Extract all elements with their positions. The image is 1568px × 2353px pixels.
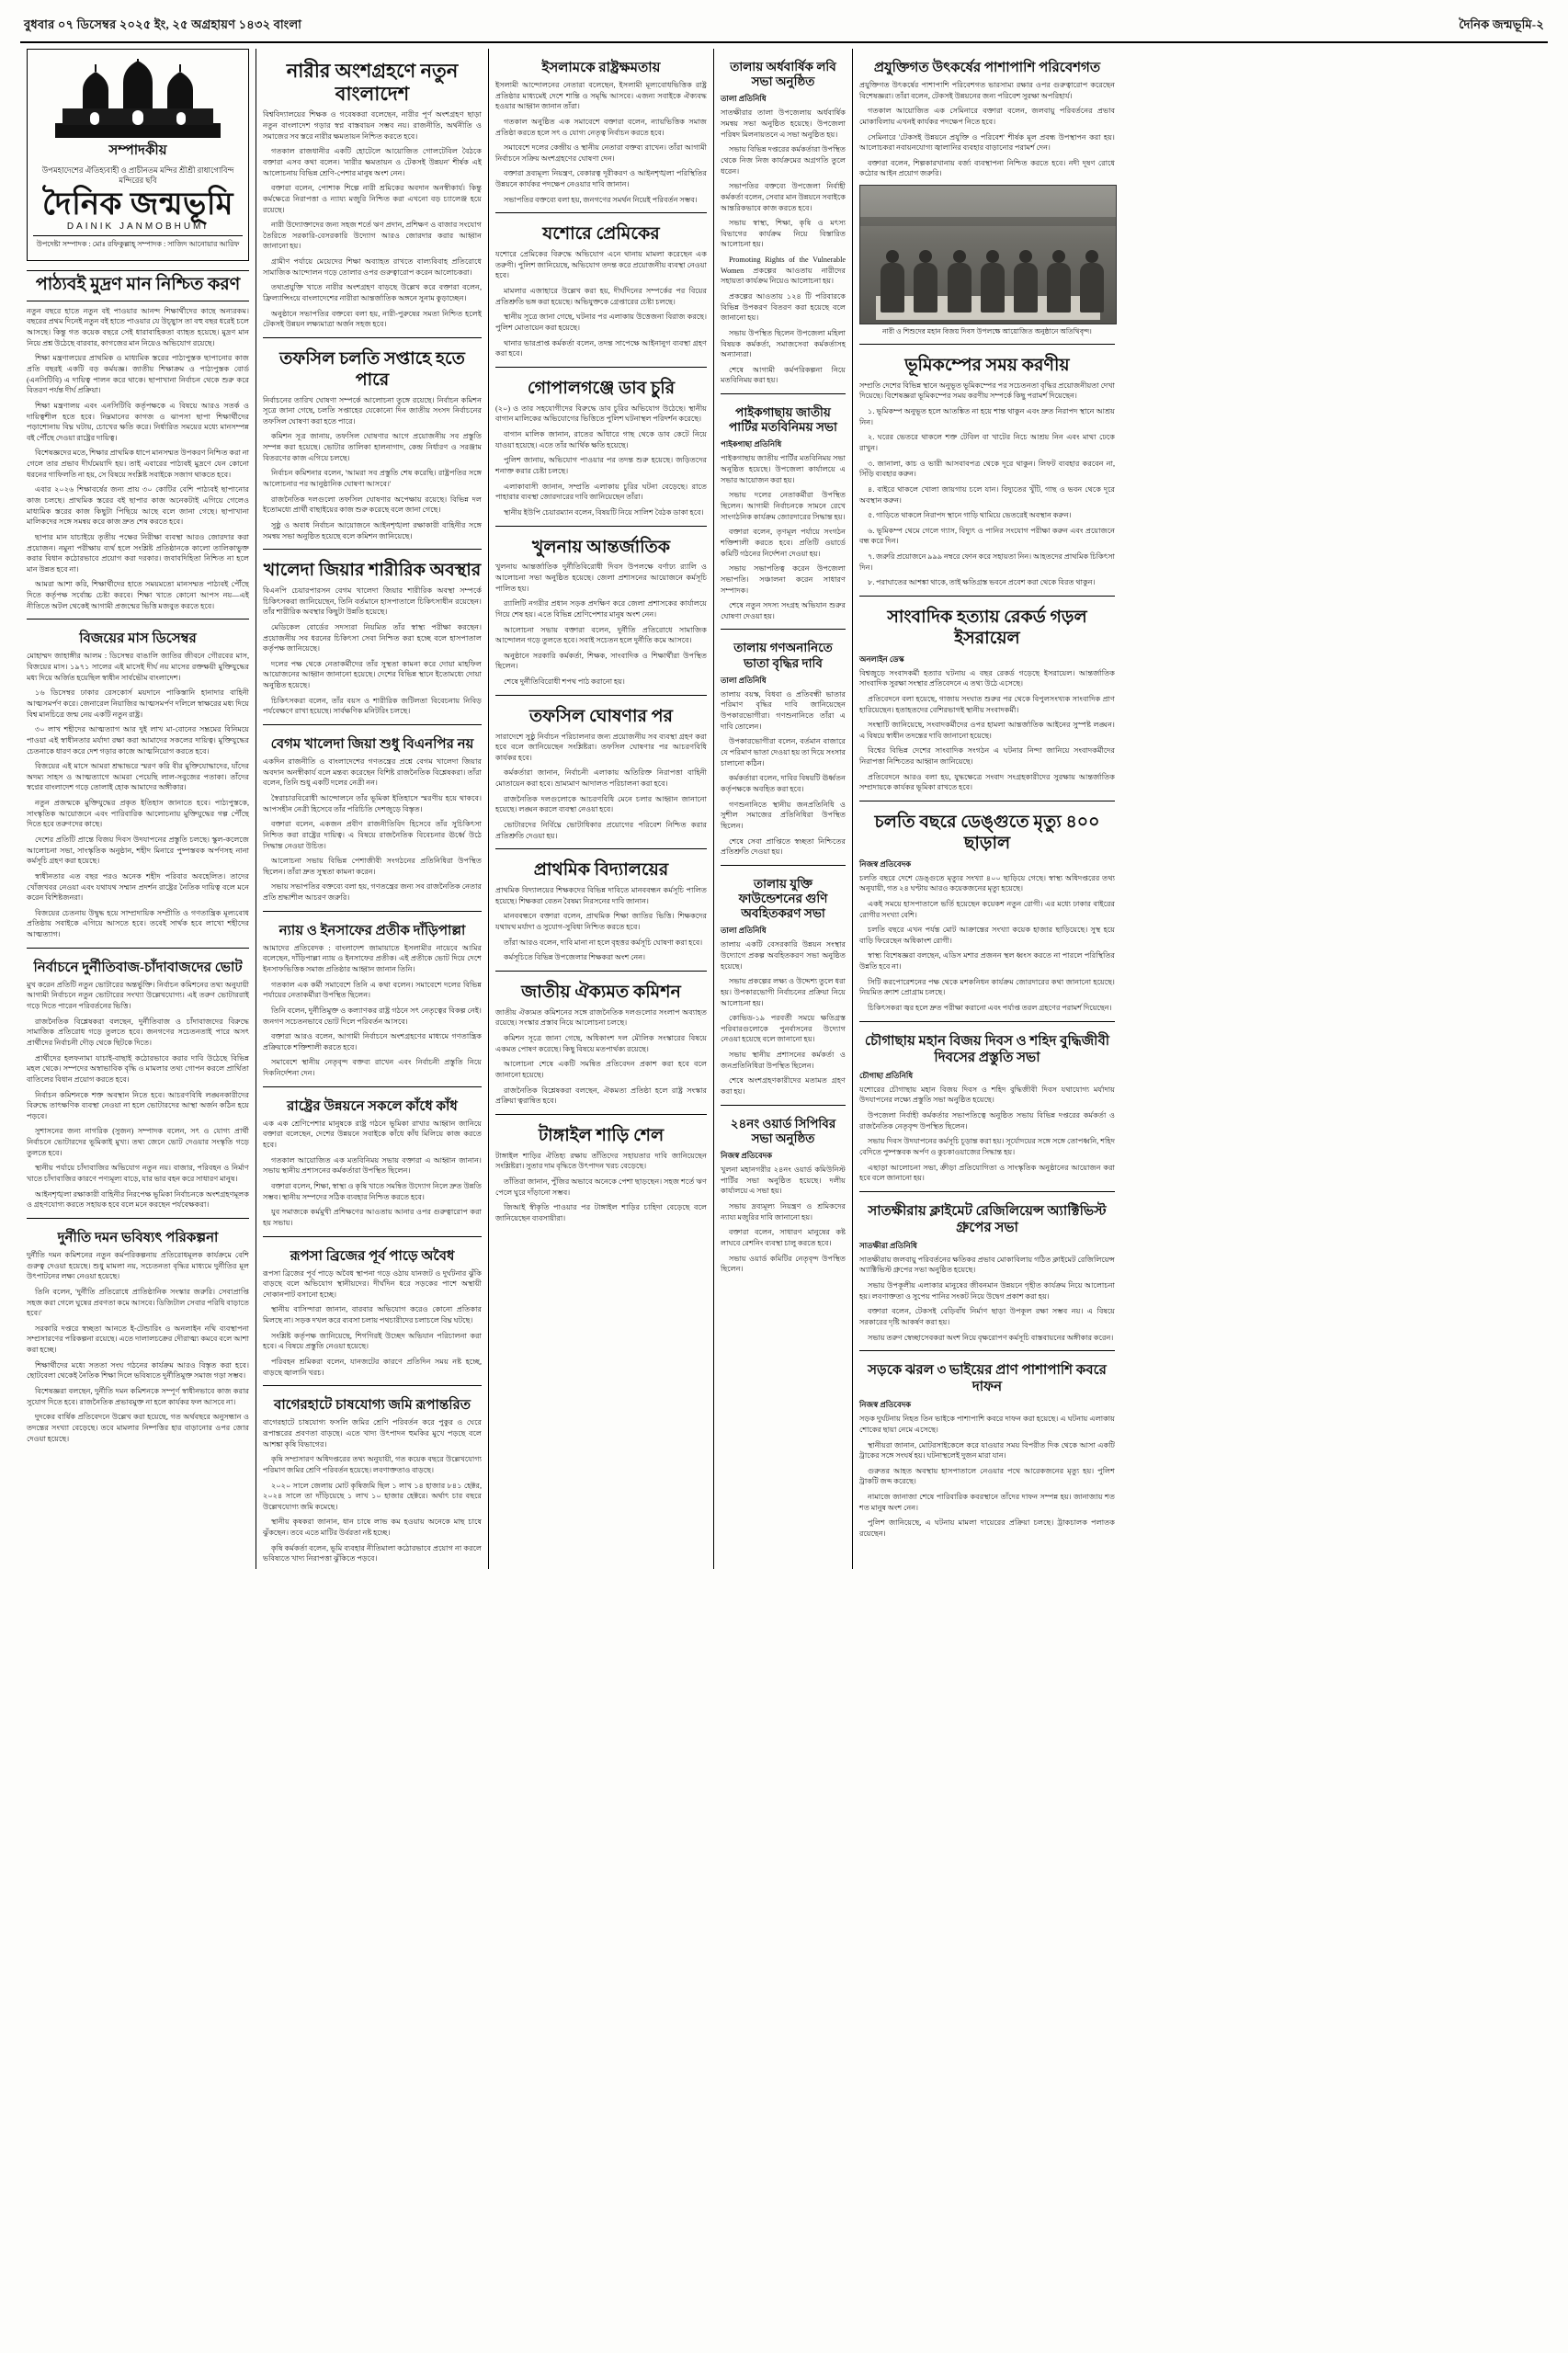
article-paragraph: সাতক্ষীরায় জলবায়ু পরিবর্তনের ক্ষতিকর প্রভাব মোকাবিলায় গঠিত ক্লাইমেট রেজিলিয়েন্স অ্যাক্টিভিস্ট গ্রুপের সভা অনুষ্ঠিত হয়েছে। xyxy=(859,1255,1115,1275)
article-paragraph: তালায় বয়স্ক, বিধবা ও প্রতিবন্ধী ভাতার পরিমাণ বৃদ্ধির দাবি জানিয়েছেন উপকারভোগীরা। গণশুনানিতে তাঁরা এ দাবি তোলেন। xyxy=(721,689,846,731)
article-paragraph: প্রতিবেদনে আরও বলা হয়, যুদ্ধক্ষেত্রে সংবাদ সংগ্রহকারীদের সুরক্ষায় আন্তর্জাতিক সম্প্রদায়কে কার্যকর ভূমিকা রাখতে হবে। xyxy=(859,772,1115,792)
article-paragraph: স্বাধীনতার এত বছর পরও অনেক শহীদ পরিবার অবহেলিত। তাদের খোঁজখবর নেওয়া এবং যথাযথ সম্মান প্রদর্শন রাষ্ট্রের নৈতিক দায়িত্ব বলে মনে করেন বিশিষ্টজনরা। xyxy=(27,871,249,903)
article-paragraph: (২০) ও তার সহযোগীদের বিরুদ্ধে ডাব চুরির অভিযোগ উঠেছে। স্থানীয় বাগান মালিকের অভিযোগের ভিত্তিতে পুলিশ ঘটনাস্থল পরিদর্শন করেছে। xyxy=(495,404,707,424)
section-divider xyxy=(721,629,846,630)
article-paragraph: ৭. জরুরি প্রয়োজনে ৯৯৯ নম্বরে ফোন করে সহায়তা নিন। আহতদের প্রাথমিক চিকিৎসা দিন। xyxy=(859,552,1115,572)
article-headline: যশোরে প্রেমিকের xyxy=(542,224,660,244)
article-byline: তালা প্রতিনিধি xyxy=(721,94,767,104)
section-divider xyxy=(859,1350,1115,1351)
masthead xyxy=(27,49,249,261)
article-paragraph: দুদকের বার্ষিক প্রতিবেদনে উল্লেখ করা হয়েছে, গত অর্থবছরে অনুসন্ধান ও তদন্তের সংখ্যা বেড়েছে। তবে মামলার নিষ্পত্তির হার বাড়ানোর ওপর জোর দেওয়া হয়েছে। xyxy=(27,1413,249,1443)
article-paragraph: এছাড়া আলোচনা সভা, ক্রীড়া প্রতিযোগিতা ও সাংস্কৃতিক অনুষ্ঠানের আয়োজন করা হবে বলে জানানো হয়। xyxy=(859,1163,1115,1183)
article-paragraph: বিশ্বের বিভিন্ন দেশের সাংবাদিক সংগঠন এ ঘটনার নিন্দা জানিয়ে সংবাদকর্মীদের নিরাপত্তা নিশ্চিতের আহ্বান জানিয়েছে। xyxy=(859,746,1115,767)
article-paragraph: কমিশন সূত্রে জানা গেছে, অধিকাংশ দল মৌলিক সংস্কারের বিষয়ে একমত পোষণ করেছে। কিছু বিষয়ে মতপার্থক্য রয়েছে। xyxy=(495,1034,707,1053)
column-1 xyxy=(20,49,256,1569)
article-byline: নিজস্ব প্রতিবেদক xyxy=(859,858,912,869)
article-paragraph: গতকাল রাজধানীর একটি হোটেলে আয়োজিত গোলটেবিল বৈঠকে বক্তারা এসব কথা বলেন। 'নারীর ক্ষমতায়ন ও টেকসই উন্নয়ন' শীর্ষক এই আলোচনায় বিভিন্ন শ্রেণি-পেশার মানুষ অংশ নেন। xyxy=(263,147,482,177)
section-divider xyxy=(495,971,707,972)
article-paragraph: রাজনৈতিক দলগুলো তফসিল ঘোষণার অপেক্ষায় রয়েছে। বিভিন্ন দল ইতোমধ্যে প্রার্থী বাছাইয়ের কাজ শুরু করেছে বলে জানা গেছে। xyxy=(263,494,482,515)
article-paragraph: ভোটারদের নির্বিঘ্নে ভোটাধিকার প্রয়োগের পরিবেশ নিশ্চিত করার প্রতিশ্রুতি দেওয়া হয়। xyxy=(495,821,707,840)
article-paragraph: সারাদেশে সুষ্ঠু নির্বাচন পরিচালনার জন্য প্রয়োজনীয় সব ব্যবস্থা গ্রহণ করা হবে বলে জানিয়েছেন সংশ্লিষ্টরা। তফসিল ঘোষণার পর আচরণবিধি কার্যকর হবে। xyxy=(495,732,707,762)
article-paragraph: ৪. বাইরে থাকলে খোলা জায়গায় চলে যান। বিদ্যুতের খুঁটি, গাছ ও ভবন থেকে দূরে অবস্থান করুন। xyxy=(859,484,1115,505)
article-headline: ন্যায় ও ইনসাফের প্রতীক দাঁড়িপাল্লা xyxy=(278,923,466,938)
article-paragraph: সভায় সভাপতিত্ব করেন উপজেলা সভাপতি। সঞ্চালনা করেন সাধারণ সম্পাদক। xyxy=(721,564,846,595)
article-paragraph: গ্রামীণ পর্যায়ে মেয়েদের শিক্ষা অব্যাহত রাখতে বাল্যবিবাহ প্রতিরোধে সামাজিক আন্দোলন গড়ে তোলার ওপর গুরুত্বারোপ করেন আলোচকরা। xyxy=(263,257,482,277)
section-divider xyxy=(495,695,707,696)
article-paragraph: আলোচনা সভায় বক্তারা বলেন, দুর্নীতি প্রতিরোধে সামাজিক আন্দোলন গড়ে তুলতে হবে। সবাই সচেতন হলে দুর্নীতি কমে আসবে। xyxy=(495,625,707,645)
article-headline: ২৪নং ওয়ার্ড সিপিবির সভা অনুষ্ঠিত xyxy=(730,1116,836,1145)
article-paragraph: সমাবেশে স্থানীয় নেতৃবৃন্দ বক্তব্য রাখেন এবং নির্বাচনী প্রস্তুতি নিয়ে দিকনির্দেশনা দেন। xyxy=(263,1058,482,1078)
article-paragraph: সিটি করপোরেশনের পক্ষ থেকে মশকনিধন কার্যক্রম জোরদারের কথা জানানো হয়েছে। নিয়মিত ক্র্যাশ প্রোগ্রাম চলছে। xyxy=(859,977,1115,997)
article-headline: রূপসা ব্রিজের পূর্ব পাড়ে অবৈধ xyxy=(290,1248,455,1264)
column-4 xyxy=(714,49,852,1569)
article-paragraph: নির্বাচনের তারিখ ঘোষণা সম্পর্কে আলোচনা তুঙ্গে রয়েছে। নির্বাচন কমিশন সূত্রে জানা গেছে, চলতি সপ্তাহের যেকোনো দিন জাতীয় সংসদ নির্বাচনের তফসিল ঘোষণা করা হতে পারে। xyxy=(263,395,482,426)
article-paragraph: কোভিড-১৯ পরবর্তী সময়ে ক্ষতিগ্রস্ত পরিবারগুলোকে পুনর্বাসনের উদ্যোগ নেওয়া হয়েছে বলে জানানো হয়। xyxy=(721,1014,846,1044)
article-paragraph: ৬. ভূমিকম্প থেমে গেলে গ্যাস, বিদ্যুৎ ও পানির সংযোগ পরীক্ষা করুন এবং প্রয়োজনে বন্ধ করে দিন। xyxy=(859,526,1115,546)
article-paragraph: আমাদের প্রতিবেদক : বাংলাদেশ জামায়াতে ইসলামীর নায়েবে আমির বলেছেন, দাঁড়িপাল্লা ন্যায় ও ইনসাফের প্রতীক। এই প্রতীকে ভোট দিয়ে দেশে ইনসাফভিত্তিক সমাজ প্রতিষ্ঠার আহ্বান জানান তিনি। xyxy=(263,943,482,973)
article-paragraph: প্রার্থীদের হলফনামা যাচাই-বাছাই কঠোরভাবে করার দাবি উঠেছে বিভিন্ন মহল থেকে। সম্পদের অস্বাভাবিক বৃদ্ধি ও মামলার তথ্য গোপন করলে প্রার্থিতা বাতিলের বিধান প্রয়োগ করতে হবে। xyxy=(27,1053,249,1084)
section-divider xyxy=(721,1105,846,1106)
section-divider xyxy=(263,724,482,725)
article-paragraph: ইসলামী আন্দোলনের নেতারা বলেছেন, ইসলামী মূল্যবোধভিত্তিক রাষ্ট্র প্রতিষ্ঠার মাধ্যমেই দেশে শান্তি ও সমৃদ্ধি আসবে। এজন্য সবাইকে ঐক্যবদ্ধ হওয়ার আহ্বান জানান তাঁরা। xyxy=(495,81,707,111)
section-divider xyxy=(859,1191,1115,1192)
article-headline: বিজয়ের মাস ডিসেম্বর xyxy=(79,631,197,647)
article-paragraph: ১. ভূমিকম্প অনুভূত হলে আতঙ্কিত না হয়ে শান্ত থাকুন এবং দ্রুত নিরাপদ স্থানে আশ্রয় নিন। xyxy=(859,407,1115,426)
section-divider xyxy=(495,1114,707,1115)
section-divider xyxy=(27,619,249,620)
article-paragraph: ৩০ লাখ শহীদের আত্মত্যাগ আর দুই লাখ মা-বোনের সম্ভ্রমের বিনিময়ে পাওয়া এই স্বাধীনতার মর্যাদা রক্ষা করা আমাদের সকলের দায়িত্ব। মুক্তিযুদ্ধের চেতনাকে ধারণ করে দেশ গড়ার কাজে আত্মনিয়োগ করতে হবে। xyxy=(27,725,249,756)
article-paragraph: তিনি বলেন, 'দুর্নীতি প্রতিরোধে প্রাতিষ্ঠানিক সংস্কার জরুরি। সেবাপ্রাপ্তি সহজ করা গেলে ঘুষের প্রবণতা কমে আসবে। ডিজিটাল সেবার পরিধি বাড়াতে হবে।' xyxy=(27,1287,249,1318)
article-paragraph: শেষে সেবা প্রাপ্তিতে স্বচ্ছতা নিশ্চিতের প্রতিশ্রুতি দেওয়া হয়। xyxy=(721,836,846,857)
article-paragraph: বিশেষজ্ঞদের মতে, শিক্ষার প্রাথমিক ধাপে মানসম্মত উপকরণ নিশ্চিত করা না গেলে তার প্রভাব দীর্ঘমেয়াদি হয়। তাই এবারের পাঠ্যবই মুদ্রণে যেন কোনো ধরনের গাফিলতি না হয়, সে বিষয়ে সংশ্লিষ্ট সবাইকে সজাগ থাকতে হবে। xyxy=(27,449,249,479)
section-divider xyxy=(859,596,1115,597)
article-headline: তালায় অর্ধবার্ষিক লবি সভা অনুষ্ঠিত xyxy=(730,60,836,89)
article-paragraph: যশোরের চৌগাছায় মহান বিজয় দিবস ও শহিদ বুদ্ধিজীবী দিবস যথাযোগ্য মর্যাদায় উদযাপনের লক্ষ্যে প্রস্তুতি সভা অনুষ্ঠিত হয়েছে। xyxy=(859,1085,1115,1105)
article-paragraph: নতুন প্রজন্মকে মুক্তিযুদ্ধের প্রকৃত ইতিহাস জানাতে হবে। পাঠ্যপুস্তকে, সাংস্কৃতিক আয়োজনে এবং পারিবারিক আলোচনায় মুক্তিযুদ্ধের গল্প পৌঁছে দিতে হবে তরুণদের কাছে। xyxy=(27,799,249,829)
article-paragraph: শিক্ষা মন্ত্রণালয়ের প্রাথমিক ও মাধ্যমিক স্তরের পাঠ্যপুস্তক ছাপানোর কাজ প্রতি বছরই একটি বড় কর্মযজ্ঞ। জাতীয় শিক্ষাক্রম ও পাঠ্যপুস্তক বোর্ড (এনসিটিবি) এ দায়িত্ব পালন করে থাকে। ছাপাখানা নির্বাচন থেকে শুরু করে বিতরণ পর্যন্ত দীর্ঘ প্রক্রিয়া। xyxy=(27,354,249,395)
section-divider xyxy=(263,1385,482,1386)
article-headline: খুলনায় আন্তর্জাতিক xyxy=(531,537,671,557)
section-divider xyxy=(27,1218,249,1219)
article-paragraph: কমিশন সূত্র জানায়, তফসিল ঘোষণার আগে প্রয়োজনীয় সব প্রস্তুতি সম্পন্ন করা হয়েছে। ভোটার তালিকা হালনাগাদ, কেন্দ্র নির্ধারণ ও সরঞ্জাম বিতরণের কাজ এগিয়ে চলছে। xyxy=(263,432,482,462)
section-divider xyxy=(495,212,707,213)
article-headline: ইসলামকে রাষ্ট্রক্ষমতায় xyxy=(541,61,661,75)
article-headline: চলতি বছরে ডেঙ্গুতে মৃত্যু ৪০০ ছাড়াল xyxy=(874,813,1100,853)
article-paragraph: ৩. জানালা, কাচ ও ভারী আসবাবপত্র থেকে দূরে থাকুন। লিফট ব্যবহার করবেন না, সিঁড়ি ব্যবহার করুন। xyxy=(859,459,1115,479)
article-headline: চৌগাছায় মহান বিজয় দিবস ও শহিদ বুদ্ধিজীবী দিবসের প্রস্তুতি সভা xyxy=(864,1033,1110,1065)
article-headline: বাগেরহাটে চাষযোগ্য জমি রূপান্তরিত xyxy=(273,1398,472,1414)
article-paragraph: বিএনপি চেয়ারপারসন বেগম খালেদা জিয়ার শারীরিক অবস্থা সম্পর্কে চিকিৎসকরা জানিয়েছেন, তিনি বর্তমানে হাসপাতালে চিকিৎসাধীন রয়েছেন। তাঁর শারীরিক অবস্থার কিছুটা উন্নতি হয়েছে। xyxy=(263,585,482,617)
article-paragraph: বক্তারা দ্রব্যমূল্য নিয়ন্ত্রণ, বেকারত্ব দূরীকরণ ও আইনশৃঙ্খলা পরিস্থিতির উন্নয়নে কার্যকর পদক্ষেপ নেওয়ার দাবি জানান। xyxy=(495,169,707,189)
article-paragraph: পুলিশ জানিয়েছে, এ ঘটনায় মামলা দায়েরের প্রক্রিয়া চলছে। ট্রাকচালক পলাতক রয়েছেন। xyxy=(859,1518,1115,1539)
section-divider xyxy=(263,549,482,550)
article-headline: দুর্নীতি দমন ভবিষ্যৎ পরিকল্পনা xyxy=(57,1230,219,1245)
article-paragraph: শেষে দুর্নীতিবিরোধী শপথ পাঠ করানো হয়। xyxy=(504,677,625,687)
temple-logo-icon xyxy=(55,59,221,138)
article-paragraph: সভাপতির বক্তব্যে বলা হয়, জনগণের সমর্থন নিয়েই পরিবর্তন সম্ভব। xyxy=(504,195,698,204)
article-paragraph: উপজেলা নির্বাহী কর্মকর্তার সভাপতিত্বে অনুষ্ঠিত সভায় বিভিন্ন দপ্তরের কর্মকর্তা ও রাজনৈতিক নেতৃবৃন্দ উপস্থিত ছিলেন। xyxy=(859,1110,1115,1131)
article-paragraph: মুখ করেন প্রতিটি নতুন ভোটারের অন্তর্ভুক্তি। নির্বাচন কমিশনের তথ্য অনুযায়ী আগামী নির্বাচনে নতুন ভোটারের সংখ্যা উল্লেখযোগ্য। এই তরুণ ভোটাররাই গড়ে দিতে পারেন পরিবর্তনের ভিত্তি। xyxy=(27,980,249,1011)
article-paragraph: সেমিনারে 'টেকসই উন্নয়নে প্রযুক্তি ও পরিবেশ' শীর্ষক মূল প্রবন্ধ উপস্থাপন করা হয়। আলোচকরা নবায়নযোগ্য জ্বালানির ব্যবহার বাড়ানোর পরামর্শ দেন। xyxy=(859,132,1115,153)
article-paragraph: সভায় সভাপতির বক্তব্যে বলা হয়, গণতন্ত্রের জন্য সব রাজনৈতিক নেতার প্রতি শ্রদ্ধাশীল আচরণ জরুরি। xyxy=(263,882,482,903)
article-paragraph: রাজনৈতিক বিশ্লেষকরা বলছেন, ঐকমত্য প্রতিষ্ঠা হলে রাষ্ট্র সংস্কার প্রক্রিয়া ত্বরান্বিত হবে। xyxy=(495,1086,707,1106)
article-paragraph: আলোচনা সভায় বিভিন্ন পেশাজীবী সংগঠনের প্রতিনিধিরা উপস্থিত ছিলেন। তাঁরা দ্রুত সুস্থতা কামনা করেন। xyxy=(263,857,482,876)
article-paragraph: সভায় ওয়ার্ড কমিটির নেতৃবৃন্দ উপস্থিত ছিলেন। xyxy=(721,1254,846,1274)
article-byline: তালা প্রতিনিধি xyxy=(721,675,767,685)
article-paragraph: গতকাল এক কর্মী সমাবেশে তিনি এ কথা বলেন। সমাবেশে দলের বিভিন্ন পর্যায়ের নেতাকর্মীরা উপস্থিত ছিলেন। xyxy=(263,980,482,1000)
article-headline: তফসিল ঘোষণার পর xyxy=(528,706,673,726)
article-headline: খালেদা জিয়ার শারীরিক অবস্থার xyxy=(263,561,482,581)
article-byline: তালা প্রতিনিধি xyxy=(721,926,767,936)
article-headline: তালায় গণঅনানিতে ভাতা বৃদ্ধির দাবি xyxy=(733,641,833,670)
article-paragraph: জিআই স্বীকৃতি পাওয়ার পর টাঙ্গাইল শাড়ির চাহিদা বেড়েছে বলে জানিয়েছেন ব্যবসায়ীরা। xyxy=(495,1203,707,1222)
article-paragraph: সভায় উপস্থিত ছিলেন উপজেলা মহিলা বিষয়ক কর্মকর্তা, সমাজসেবা কর্মকর্তাসহ অন্যান্যরা। xyxy=(721,328,846,359)
article-paragraph: বক্তারা বলেন, টেকসই বেড়িবাঁধ নির্মাণ ছাড়া উপকূল রক্ষা সম্ভব নয়। এ বিষয়ে সরকারের দৃষ্টি আকর্ষণ করা হয়। xyxy=(859,1307,1115,1326)
article-paragraph: মানববন্ধনে বক্তারা বলেন, প্রাথমিক শিক্ষা জাতির ভিত্তি। শিক্ষকদের যথাযথ মর্যাদা ও সুযোগ-সুবিধা নিশ্চিত করতে হবে। xyxy=(495,912,707,932)
article-paragraph: স্থানীয় সূত্রে জানা গেছে, ঘটনার পর এলাকায় উত্তেজনা বিরাজ করছে। পুলিশ মোতায়েন করা হয়েছে। xyxy=(495,313,707,333)
article-paragraph: উপকারভোগীরা বলেন, বর্তমান বাজারে যে পরিমাণ ভাতা দেওয়া হয় তা দিয়ে সংসার চালানো কঠিন। xyxy=(721,737,846,767)
article-paragraph: বিজয়ের চেতনায় উদ্বুদ্ধ হয়ে সাম্প্রদায়িক সম্প্রীতি ও গণতান্ত্রিক মূল্যবোধ প্রতিষ্ঠায় সবাইকে এগিয়ে আসতে হবে। তবেই সার্থক হবে লাখো শহীদের আত্মত্যাগ। xyxy=(27,908,249,939)
article-paragraph: সমাবেশে দলের কেন্দ্রীয় ও স্থানীয় নেতারা বক্তব্য রাখেন। তাঁরা আগামী নির্বাচনে সক্রিয় অংশগ্রহণের ঘোষণা দেন। xyxy=(495,143,707,163)
article-paragraph: বিজয়ের এই মাসে আমরা শ্রদ্ধাভরে স্মরণ করি বীর মুক্তিযোদ্ধাদের, যাঁদের অদম্য সাহস ও আত্মত্যাগে আমরা পেয়েছি লাল-সবুজের পতাকা। তাঁদের স্বপ্নের বাংলাদেশ গড়ে তোলাই হোক আমাদের অঙ্গীকার। xyxy=(27,762,249,792)
article-paragraph: দেশের প্রতিটি প্রান্তে বিজয় দিবস উদযাপনের প্রস্তুতি চলছে। স্কুল-কলেজে আলোচনা সভা, সাংস্কৃতিক অনুষ্ঠান, শহীদ মিনারে পুষ্পস্তবক অর্পণসহ নানা কর্মসূচি গ্রহণ করা হয়েছে। xyxy=(27,835,249,866)
article-paragraph: বক্তারা বলেন, তৃণমূল পর্যায়ে সংগঠন শক্তিশালী করতে হবে। প্রতিটি ওয়ার্ডে কমিটি গঠনের নির্দেশনা দেওয়া হয়। xyxy=(721,528,846,558)
article-paragraph: প্রযুক্তিগত উৎকর্ষের পাশাপাশি পরিবেশগত ভারসাম্য রক্ষার ওপর গুরুত্বারোপ করেছেন বিশেষজ্ঞরা। তাঁরা বলেন, টেকসই উন্নয়নের জন্য পরিবেশ সুরক্ষা অপরিহার্য। xyxy=(859,81,1115,100)
article-paragraph: থানার ভারপ্রাপ্ত কর্মকর্তা বলেন, তদন্ত সাপেক্ষে আইনানুগ ব্যবস্থা গ্রহণ করা হবে। xyxy=(495,338,707,358)
article-paragraph: বক্তারা আরও বলেন, আগামী নির্বাচনে অংশগ্রহণের মাধ্যমে গণতান্ত্রিক প্রক্রিয়াকে শক্তিশালী করতে হবে। xyxy=(263,1032,482,1051)
article-paragraph: নতুন বছরে হাতে নতুন বই পাওয়ার আনন্দ শিক্ষার্থীদের কাছে অন্যরকম। বছরের প্রথম দিনেই নতুন বই হাতে পাওয়ার যে উচ্ছ্বাস তা বহু বছর ধরেই চলে আসছে। কিন্তু গত কয়েক বছরে সেই ধারাবাহিকতা ব্যাহত হয়েছে। মুদ্রণ মান নিয়ে প্রশ্ন উঠেছে বারবার, কাগজের মান নিয়েও অভিযোগ রয়েছে। xyxy=(27,306,249,347)
article-headline: নারীর অংশগ্রহণে নতুন বাংলাদেশ xyxy=(286,60,459,106)
article-paragraph: স্থানীয় ইউপি চেয়ারম্যান বলেন, বিষয়টি নিয়ে সালিশ বৈঠক ডাকা হবে। xyxy=(504,507,704,517)
article-paragraph: গুরুতর আহত অবস্থায় হাসপাতালে নেওয়ার পথে আরেকজনের মৃত্যু হয়। পুলিশ ট্রাকটি জব্দ করেছে। xyxy=(859,1466,1115,1486)
article-paragraph: সরকারি দপ্তরে স্বচ্ছতা আনতে ই-টেন্ডারিং ও অনলাইন নথি ব্যবস্থাপনা সম্প্রসারণের পরিকল্পনা রয়েছে। এতে দালালচক্রের দৌরাত্ম্য কমবে বলে আশা করা হচ্ছে। xyxy=(27,1324,249,1355)
article-paragraph: পাইকগাছায় জাতীয় পার্টির মতবিনিময় সভা অনুষ্ঠিত হয়েছে। উপজেলা কার্যালয়ে এ সভার আয়োজন করা হয়। xyxy=(721,454,846,484)
article-paragraph: যশোরে প্রেমিকের বিরুদ্ধে অভিযোগ এনে থানায় মামলা করেছেন এক তরুণী। পুলিশ জানিয়েছে, অভিযোগ তদন্ত করে প্রয়োজনীয় ব্যবস্থা নেওয়া হবে। xyxy=(495,250,707,280)
article-headline: তফসিল চলতি সপ্তাহে হতে পারে xyxy=(279,348,465,390)
section-divider xyxy=(27,948,249,949)
article-paragraph: ৫. গাড়িতে থাকলে নিরাপদ স্থানে গাড়ি থামিয়ে ভেতরেই অবস্থান করুন। xyxy=(868,511,1072,520)
section-divider xyxy=(495,367,707,368)
article-paragraph: তিনি বলেন, দুর্নীতিমুক্ত ও কল্যাণকর রাষ্ট্র গঠনে সৎ নেতৃত্বের বিকল্প নেই। জনগণ সচেতনভাবে ভোট দিলে পরিবর্তন আসবে। xyxy=(263,1006,482,1026)
section-divider xyxy=(263,337,482,338)
article-paragraph: খুলনায় আন্তর্জাতিক দুর্নীতিবিরোধী দিবস উপলক্ষে বর্ণাঢ্য র‌্যালি ও আলোচনা সভা অনুষ্ঠিত হয়েছে। জেলা প্রশাসনের আয়োজনে কর্মসূচি পালিত হয়। xyxy=(495,563,707,593)
page-number-mark: দৈনিক জন্মভূমি-২ xyxy=(1459,17,1544,31)
article-paragraph: স্থানীয়রা জানান, মোটরসাইকেলে করে যাওয়ার সময় বিপরীত দিক থেকে আসা একটি ট্রাকের সঙ্গে সংঘর্ষ হয়। ঘটনাস্থলেই দুজন মারা যান। xyxy=(859,1440,1115,1461)
article-paragraph: স্থানীয় কৃষকরা জানান, ধান চাষে লাভ কম হওয়ায় অনেকে মাছ চাষে ঝুঁকছেন। তবে এতে মাটির উর্বরতা নষ্ট হচ্ছে। xyxy=(263,1518,482,1538)
photo-caption: নারী ও শিশুদের মহান বিজয় দিবস উপলক্ষে আয়োজিত অনুষ্ঠানে অতিথিবৃন্দ। xyxy=(882,327,1092,336)
article-headline: প্রাথমিক বিদ্যালয়ের xyxy=(533,860,669,881)
article-paragraph: সম্প্রতি দেশের বিভিন্ন স্থানে অনুভূত ভূমিকম্পের পর সচেতনতা বৃদ্ধির প্রয়োজনীয়তা দেখা দিয়েছে। বিশেষজ্ঞরা ভূমিকম্পের সময় করণীয় সম্পর্কে কিছু পরামর্শ দিয়েছেন। xyxy=(859,381,1115,401)
article-paragraph: একই সময়ে হাসপাতালে ভর্তি হয়েছেন কয়েকশ নতুন রোগী। এর মধ্যে ঢাকার বাইরের রোগীর সংখ্যা বেশি। xyxy=(859,899,1115,919)
article-paragraph: বক্তারা বলেন, শিক্ষা, স্বাস্থ্য ও কৃষি খাতে সমন্বিত উদ্যোগ নিলে দ্রুত উন্নতি সম্ভব। স্থানীয় সম্পদের সঠিক ব্যবহার নিশ্চিত করতে হবে। xyxy=(263,1181,482,1201)
article-paragraph: একদিন রাজনীতি ও বাংলাদেশের গণতন্ত্রের প্রশ্নে বেগম খালেদা জিয়ার অবদান অনস্বীকার্য বলে মন্তব্য করেছেন বিশিষ্ট রাজনৈতিক বিশ্লেষকরা। তাঁরা বলেন, তিনি শুধু একটি দলের নেত্রী নন। xyxy=(263,757,482,788)
column-3 xyxy=(489,49,713,1569)
newspaper-title-roman: DAINIK JANMOBHUMI xyxy=(66,221,210,232)
article-paragraph: সংস্থাটি জানিয়েছে, সংবাদকর্মীদের ওপর হামলা আন্তর্জাতিক আইনের সুস্পষ্ট লঙ্ঘন। এ বিষয়ে স্বাধীন তদন্তের দাবি জানানো হয়েছে। xyxy=(859,721,1115,740)
article-paragraph: আইনশৃঙ্খলা রক্ষাকারী বাহিনীর নিরপেক্ষ ভূমিকা নির্বাচনকে অংশগ্রহণমূলক ও গ্রহণযোগ্য করতে সহায়ক হবে বলে মনে করছেন পর্যবেক্ষকরা। xyxy=(27,1189,249,1210)
section-divider xyxy=(495,526,707,527)
publication-date: বুধবার ০৭ ডিসেম্বর ২০২৫ ইং, ২৫ অগ্রহায়ণ ১৪৩২ বাংলা xyxy=(24,17,302,31)
article-byline: নিজস্ব প্রতিবেদক xyxy=(859,1400,912,1410)
article-paragraph: অনুষ্ঠানে সভাপতির বক্তব্যে বলা হয়, নারী-পুরুষের সমতা নিশ্চিত হলেই টেকসই উন্নয়ন লক্ষ্যমাত্রা অর্জন সহজ হবে। xyxy=(263,309,482,329)
article-paragraph: তথ্যপ্রযুক্তি খাতে নারীর অংশগ্রহণ বাড়ছে উল্লেখ করে বক্তারা বলেন, ফ্রিল্যান্সিংয়ে বাংলাদেশের নারীরা আন্তর্জাতিক অঙ্গনে সুনাম কুড়াচ্ছেন। xyxy=(263,283,482,302)
article-paragraph: সুশাসনের জন্য নাগরিক (সুজন) সম্পাদক বলেন, সৎ ও যোগ্য প্রার্থী নির্বাচনে ভোটারদের ভূমিকাই মুখ্য। তথ্য জেনে ভোট দেওয়ার সংস্কৃতি গড়ে তুলতে হবে। xyxy=(27,1127,249,1157)
article-paragraph: বক্তারা বলেন, একজন প্রবীণ রাজনীতিবিদ হিসেবে তাঁর সুচিকিৎসা নিশ্চিত করা রাষ্ট্রের দায়িত্ব। এ বিষয়ে রাজনৈতিক বিবেচনার ঊর্ধ্বে উঠে সিদ্ধান্ত নেওয়া উচিত। xyxy=(263,820,482,850)
article-paragraph: রাজনৈতিক দলগুলোকে আচরণবিধি মেনে চলার আহ্বান জানানো হয়েছে। লঙ্ঘন করলে ব্যবস্থা নেওয়া হবে। xyxy=(495,794,707,814)
article-paragraph: এক এক শ্রেণিপেশার মানুষকে রাষ্ট্র গঠনে ভূমিকা রাখার আহ্বান জানিয়ে বক্তারা বলেছেন, দেশের উন্নয়নে সবাইকে কাঁধে কাঁধ মিলিয়ে কাজ করতে হবে। xyxy=(263,1119,482,1150)
article-paragraph: তাঁরা আরও বলেন, দাবি মানা না হলে বৃহত্তর কর্মসূচি ঘোষণা করা হবে। xyxy=(504,938,703,947)
article-paragraph: ১৬ ডিসেম্বর ঢাকার রেসকোর্স ময়দানে পাকিস্তানি হানাদার বাহিনী আত্মসমর্পণ করে। জেনারেল নিয়াজির আত্মসমর্পণ দলিলে স্বাক্ষরের মধ্য দিয়ে বিশ্ব মানচিত্রে জন্ম নেয় একটি নতুন রাষ্ট্র। xyxy=(27,688,249,719)
article-paragraph: মোহাম্মদ জাহাঙ্গীর আলম : ডিসেম্বর বাঙালি জাতির জীবনে গৌরবের মাস, বিজয়ের মাস। ১৯৭১ সালের এই মাসেই দীর্ঘ নয় মাসের রক্তক্ষয়ী মুক্তিযুদ্ধের মধ্য দিয়ে অর্জিত হয়েছিল স্বাধীন সার্বভৌম বাংলাদেশ। xyxy=(27,652,249,682)
article-byline: নিজস্ব প্রতিবেদক xyxy=(721,1151,773,1161)
article-paragraph: সভায় দিবস উদযাপনের কর্মসূচি চূড়ান্ত করা হয়। সূর্যোদয়ের সঙ্গে সঙ্গে তোপধ্বনি, শহিদ বেদিতে পুষ্পস্তবক অর্পণ ও কুচকাওয়াজের সিদ্ধান্ত হয়। xyxy=(859,1137,1115,1156)
article-headline: জাতীয় ঐক্যমত কমিশন xyxy=(521,982,681,1002)
article-paragraph: মেডিকেল বোর্ডের সদস্যরা নিয়মিত তাঁর স্বাস্থ্য পরীক্ষা করছেন। প্রয়োজনীয় সব ধরনের চিকিৎসা সেবা নিশ্চিত করা হচ্ছে বলে হাসপাতাল কর্তৃপক্ষ জানিয়েছে। xyxy=(263,622,482,654)
article-paragraph: বক্তারা বলেন, পোশাক শিল্পে নারী শ্রমিকের অবদান অনস্বীকার্য। কিন্তু কর্মক্ষেত্রে নিরাপত্তা ও ন্যায্য মজুরি নিশ্চিত করা এখনো বড় চ্যালেঞ্জ হয়ে রয়েছে। xyxy=(263,184,482,214)
article-headline: নির্বাচনে দুর্নীতিবাজ-চাঁদাবাজদের ভোট xyxy=(33,960,243,975)
masthead-subtitle: উপমহাদেশের ঐতিহ্যবাহী ও প্রাচীনতম মন্দির শ্রীশ্রী রাধাগোবিন্দ মন্দিরের ছবি xyxy=(41,165,234,185)
article-paragraph: চলতি বছরে দেশে ডেঙ্গুতে মৃত্যুর সংখ্যা ৪০০ ছাড়িয়ে গেছে। স্বাস্থ্য অধিদপ্তরের তথ্য অনুযায়ী, গত ২৪ ঘণ্টায় আরও কয়েকজনের মৃত্যু হয়েছে। xyxy=(859,873,1115,893)
section-divider xyxy=(859,1021,1115,1022)
article-paragraph: শেষে আগামী কর্মপরিকল্পনা নিয়ে মতবিনিময় করা হয়। xyxy=(721,365,846,385)
article-headline: সড়কে ঝরল ৩ ভাইয়ের প্রাণ পাশাপাশি কবরে দাফন xyxy=(868,1363,1107,1395)
article-paragraph: স্বাস্থ্য বিশেষজ্ঞরা বলছেন, এডিস মশার প্রজনন স্থল ধ্বংস করতে না পারলে পরিস্থিতির উন্নতি হবে না। xyxy=(859,951,1115,972)
article-paragraph: সড়ক দুর্ঘটনায় নিহত তিন ভাইকে পাশাপাশি কবরে দাফন করা হয়েছে। এ ঘটনায় এলাকায় শোকের ছায়া নেমে এসেছে। xyxy=(859,1415,1115,1434)
article-paragraph: গণশুনানিতে স্থানীয় জনপ্রতিনিধি ও সুশীল সমাজের প্রতিনিধিরা উপস্থিত ছিলেন। xyxy=(721,800,846,830)
section-divider xyxy=(495,848,707,849)
article-paragraph: বাগেরহাটে চাষযোগ্য ফসলি জমির শ্রেণি পরিবর্তন করে পুকুর ও ঘেরে রূপান্তরের প্রবণতা বাড়ছে। এতে খাদ্য উৎপাদন হুমকির মুখে পড়ছে বলে আশঙ্কা কৃষি বিভাগের। xyxy=(263,1418,482,1449)
article-paragraph: খুলনা মহানগরীর ২৪নং ওয়ার্ড কমিউনিস্ট পার্টির সভা অনুষ্ঠিত হয়েছে। দলীয় কার্যালয়ে এ সভা হয়। xyxy=(721,1165,846,1196)
news-photo xyxy=(859,185,1117,324)
article-paragraph: র‌্যালিটি নগরীর প্রধান সড়ক প্রদক্ষিণ করে জেলা প্রশাসকের কার্যালয়ে গিয়ে শেষ হয়। এতে বিভিন্ন শ্রেণিপেশার মানুষ অংশ নেন। xyxy=(495,599,707,619)
masthead-credits: উপদেষ্টা সম্পাদক : মোঃ রফিকুল্লাহ্‌ সম্পাদক : সাজিদ আনোয়ার আরিফ xyxy=(33,235,243,251)
article-paragraph: সভায় স্বাস্থ্য, শিক্ষা, কৃষি ও মৎস্য বিভাগের কার্যক্রম নিয়ে বিস্তারিত আলোচনা হয়। xyxy=(721,219,846,249)
article-paragraph: গতকাল আয়োজিত এক সেমিনারে বক্তারা বলেন, জলবায়ু পরিবর্তনের প্রভাব মোকাবিলায় এখনই কার্যকর পদক্ষেপ নিতে হবে। xyxy=(859,107,1115,126)
article-paragraph: চলতি বছরে এখন পর্যন্ত মোট আক্রান্তের সংখ্যা কয়েক হাজার ছাড়িয়েছে। সুস্থ হয়ে বাড়ি ফিরেছেন অধিকাংশ রোগী। xyxy=(859,926,1115,945)
article-paragraph: স্থানীয় বাসিন্দারা জানান, বারবার অভিযোগ করেও কোনো প্রতিকার মিলছে না। সড়ক দখল করে ব্যবসা চলায় পথচারীদের চলাচলে বিঘ্ন ঘটছে। xyxy=(263,1305,482,1325)
section-divider xyxy=(859,344,1115,345)
article-paragraph: নামাজে জানাজা শেষে পারিবারিক কবরস্থানে তাঁদের দাফন সম্পন্ন হয়। জানাজায় শত শত মানুষ অংশ নেন। xyxy=(859,1493,1115,1512)
article-paragraph: ৮. পরাঘাতের আশঙ্কা থাকে, তাই ক্ষতিগ্রস্ত ভবনে প্রবেশ করা থেকে বিরত থাকুন। xyxy=(868,578,1096,587)
column-2 xyxy=(256,49,488,1569)
article-paragraph: বিশ্বজুড়ে সংবাদকর্মী হত্যার ঘটনায় এ বছর রেকর্ড গড়েছে ইসরায়েল। আন্তর্জাতিক সাংবাদিক সুরক্ষা সংস্থার প্রতিবেদনে এ তথ্য উঠে এসেছে। xyxy=(859,668,1115,688)
article-paragraph: এবার ২০২৬ শিক্ষাবর্ষের জন্য প্রায় ৩০ কোটির বেশি পাঠ্যবই ছাপানোর কাজ চলছে। প্রাথমিক স্তরের বই ছাপার কাজ অনেকটাই এগিয়ে গেলেও মাধ্যমিক স্তরের কাজ কিছুটা পিছিয়ে আছে বলে জানা গেছে। ছাপাখানা মালিকদের সঙ্গে সমন্বয় করে কাজ দ্রুত শেষ করতে হবে। xyxy=(27,485,249,527)
article-headline: পাইকগাছায় জাতীয় পার্টির মতবিনিময় সভা xyxy=(729,405,837,435)
article-paragraph: দুর্নীতি দমন কমিশনের নতুন কর্মপরিকল্পনায় প্রতিরোধমূলক কার্যক্রমে বেশি গুরুত্ব দেওয়া হয়েছে। শুধু মামলা নয়, সচেতনতা বৃদ্ধির মাধ্যমে দুর্নীতির মূল উৎপাটনের লক্ষ্য নেওয়া হয়েছে। xyxy=(27,1250,249,1281)
article-paragraph: পুলিশ জানায়, অভিযোগ পাওয়ার পর তদন্ত শুরু হয়েছে। জড়িতদের শনাক্ত করার চেষ্টা চলছে। xyxy=(495,456,707,475)
article-paragraph: যুব সমাজকে কর্মমুখী প্রশিক্ষণের আওতায় আনার ওপর গুরুত্বারোপ করা হয় সভায়। xyxy=(263,1208,482,1227)
article-paragraph: কৃষি সম্প্রসারণ অধিদপ্তরের তথ্য অনুযায়ী, গত কয়েক বছরে উল্লেখযোগ্য পরিমাণ জমির শ্রেণি পরিবর্তন হয়েছে। লবণাক্ততাও বাড়ছে। xyxy=(263,1455,482,1474)
article-paragraph: বক্তারা বলেন, শিল্পকারখানায় বর্জ্য ব্যবস্থাপনা নিশ্চিত করতে হবে। নদী দূষণ রোধে কঠোর আইন প্রয়োগ জরুরি। xyxy=(859,158,1115,178)
article-paragraph: কর্মকর্তারা বলেন, দাবির বিষয়টি ঊর্ধ্বতন কর্তৃপক্ষকে অবহিত করা হবে। xyxy=(721,774,846,793)
article-paragraph: প্রকল্পের আওতায় ১২৪ টি পরিবারকে বিভিন্ন উপকরণ বিতরণ করা হয়েছে বলে জানানো হয়। xyxy=(721,291,846,323)
article-paragraph: নির্বাচন কমিশনার বলেন, 'আমরা সব প্রস্তুতি শেষ করেছি। রাষ্ট্রপতির সঙ্গে আলোচনার পর আনুষ্ঠানিক ঘোষণা আসবে।' xyxy=(263,469,482,488)
article-paragraph: টাঙ্গাইল শাড়ির ঐতিহ্য রক্ষায় তাঁতিদের সহায়তার দাবি জানিয়েছেন সংশ্লিষ্টরা। সুতার দাম বৃদ্ধিতে উৎপাদন খরচ বেড়েছে। xyxy=(495,1151,707,1171)
article-paragraph: সভায় দলের নেতাকর্মীরা উপস্থিত ছিলেন। আগামী নির্বাচনকে সামনে রেখে সাংগঠনিক কার্যক্রম জোরদারের সিদ্ধান্ত হয়। xyxy=(721,491,846,521)
section-divider xyxy=(263,1236,482,1237)
article-paragraph: বিশ্ববিদ্যালয়ের শিক্ষক ও গবেষকরা বলেছেন, নারীর পূর্ণ অংশগ্রহণ ছাড়া নতুন বাংলাদেশ গড়ার স্বপ্ন বাস্তবায়ন সম্ভব নয়। রাজনীতি, অর্থনীতি ও সমাজের সব স্তরে নারীর ক্ষমতায়ন নিশ্চিত করতে হবে। xyxy=(263,110,482,141)
article-headline: প্রযুক্তিগত উৎকর্ষের পাশাপাশি পরিবেশগত xyxy=(873,61,1101,75)
article-headline: গোপালগঞ্জে ডাব চুরি xyxy=(527,378,676,398)
article-paragraph: সুষ্ঠু ও অবাধ নির্বাচন আয়োজনে আইনশৃঙ্খলা রক্ষাকারী বাহিনীর সঙ্গে সমন্বয় সভা অনুষ্ঠিত হয়েছে বলে কমিশন জানিয়েছে। xyxy=(263,520,482,540)
article-paragraph: স্বৈরাচারবিরোধী আন্দোলনে তাঁর ভূমিকা ইতিহাসে স্মরণীয় হয়ে থাকবে। আপসহীন নেত্রী হিসেবে তাঁর পরিচিতি দেশজুড়ে বিস্তৃত। xyxy=(263,793,482,813)
article-paragraph: রূপসা ব্রিজের পূর্ব পাড়ে অবৈধ স্থাপনা গড়ে ওঠায় যানজট ও দুর্ঘটনার ঝুঁকি বাড়ছে বলে অভিযোগ স্থানীয়দের। দীর্ঘদিন ধরে সড়কের পাশে অস্থায়ী দোকানপাট বসানো হচ্ছে। xyxy=(263,1268,482,1299)
article-paragraph: ২০২০ সালে জেলায় মোট কৃষিজমি ছিল ১ লাখ ১৪ হাজার ৮৪১ হেক্টর, ২০২৪ সালে তা দাঁড়িয়েছে ১ লাখ ১০ হাজার হেক্টরে। অর্থাৎ চার বছরে উল্লেখযোগ্য জমি কমেছে। xyxy=(263,1481,482,1511)
article-paragraph: শেষে অংশগ্রহণকারীদের মতামত গ্রহণ করা হয়। xyxy=(721,1076,846,1097)
article-paragraph: বিশেষজ্ঞরা বলছেন, দুর্নীতি দমন কমিশনকে সম্পূর্ণ স্বাধীনভাবে কাজ করার সুযোগ দিতে হবে। রাজনৈতিক প্রভাবমুক্ত না হলে কার্যকর ফল আসবে না। xyxy=(27,1386,249,1406)
article-paragraph: সংশ্লিষ্ট কর্তৃপক্ষ জানিয়েছে, শিগগিরই উচ্ছেদ অভিযান পরিচালনা করা হবে। এ বিষয়ে প্রস্তুতি নেওয়া হয়েছে। xyxy=(263,1331,482,1351)
article-paragraph: প্রাথমিক বিদ্যালয়ের শিক্ষকদের বিভিন্ন দাবিতে মানববন্ধন কর্মসূচি পালিত হয়েছে। শিক্ষকরা বেতন বৈষম্য নিরসনের দাবি জানান। xyxy=(495,886,707,905)
article-byline: অনলাইন ডেস্ক xyxy=(859,654,904,664)
article-paragraph: শেষে নতুন সদস্য সংগ্রহ অভিযান শুরুর ঘোষণা দেওয়া হয়। xyxy=(721,601,846,620)
article-paragraph: তাঁতিরা জানান, পুঁজির অভাবে অনেকে পেশা ছাড়ছেন। সহজ শর্তে ঋণ পেলে ঘুরে দাঁড়ানো সম্ভব। xyxy=(495,1176,707,1197)
article-paragraph: চিকিৎসকরা জ্বর হলে দ্রুত পরীক্ষা করানো এবং পর্যাপ্ত তরল গ্রহণের পরামর্শ দিয়েছেন। xyxy=(868,1004,1112,1013)
article-paragraph: দলের পক্ষ থেকে নেতাকর্মীদের তাঁর সুস্থতা কামনা করে দোয়া মাহফিল আয়োজনের আহ্বান জানানো হয়েছে। দেশের বিভিন্ন স্থানে ইতোমধ্যে দোয়া অনুষ্ঠিত হয়েছে। xyxy=(263,659,482,690)
article-paragraph: পরিবহন শ্রমিকরা বলেন, যানজটের কারণে প্রতিদিন সময় নষ্ট হচ্ছে, বাড়ছে জ্বালানি খরচ। xyxy=(263,1358,482,1377)
article-paragraph: ২. ঘরের ভেতরে থাকলে শক্ত টেবিল বা খাটের নিচে আশ্রয় নিন এবং মাথা ঢেকে রাখুন। xyxy=(859,433,1115,452)
article-headline: রাষ্ট্রের উন্নয়নে সকলে কাঁধে কাঁধ xyxy=(287,1098,458,1114)
article-headline: ভূমিকম্পের সময় করণীয় xyxy=(904,355,1070,375)
article-paragraph: সভায় প্রকল্পের লক্ষ্য ও উদ্দেশ্য তুলে ধরা হয়। উপকারভোগী নির্বাচনের প্রক্রিয়া নিয়ে আলোচনা হয়। xyxy=(721,977,846,1007)
page-columns xyxy=(20,49,1548,1569)
column-5 xyxy=(853,49,1121,1569)
article-paragraph: শিক্ষা মন্ত্রণালয় এবং এনসিটিবি কর্তৃপক্ষকে এ বিষয়ে আরও সতর্ক ও দায়িত্বশীল হতে হবে। নিম্নমানের কাগজ ও ঝাপসা ছাপা শিক্ষার্থীদের পড়াশোনায় বিঘ্ন ঘটায়, চোখের ক্ষতি করে। নির্ধারিত সময়ের মধ্যে মানসম্পন্ন বই পৌঁছে দেওয়া রাষ্ট্রের দায়িত্ব। xyxy=(27,401,249,442)
article-paragraph: সভাপতির বক্তব্যে উপজেলা নির্বাহী কর্মকর্তা বলেন, সেবার মান উন্নয়নে সবাইকে আন্তরিকভাবে কাজ করতে হবে। xyxy=(721,182,846,212)
article-paragraph: এলাকাবাসী জানান, সম্প্রতি এলাকায় চুরির ঘটনা বেড়েছে। রাতে পাহারার ব্যবস্থা জোরদারের দাবি জানিয়েছেন তাঁরা। xyxy=(495,482,707,502)
article-paragraph: সাতক্ষীরার তালা উপজেলায় অর্ধবার্ষিক সমন্বয় সভা অনুষ্ঠিত হয়েছে। উপজেলা পরিষদ মিলনায়তনে এ সভা অনুষ্ঠিত হয়। xyxy=(721,108,846,139)
section-divider xyxy=(721,393,846,394)
article-paragraph: গতকাল আয়োজিত এক মতবিনিময় সভায় বক্তারা এ আহ্বান জানান। সভায় স্থানীয় প্রশাসনের কর্মকর্তারা উপস্থিত ছিলেন। xyxy=(263,1155,482,1176)
article-byline: সাতক্ষীরা প্রতিনিধি xyxy=(859,1240,917,1250)
article-paragraph: সভায় স্থানীয় প্রশাসনের কর্মকর্তা ও জনপ্রতিনিধিরা উপস্থিত ছিলেন। xyxy=(721,1051,846,1070)
article-paragraph: অনুষ্ঠানে সরকারি কর্মকর্তা, শিক্ষক, সাংবাদিক ও শিক্ষার্থীরা উপস্থিত ছিলেন। xyxy=(495,651,707,671)
article-paragraph: সভায় দ্রব্যমূল্য নিয়ন্ত্রণ ও শ্রমিকদের ন্যায্য মজুরির দাবি জানানো হয়। xyxy=(721,1201,846,1222)
article-headline: সাতক্ষীরায় ক্লাইমেট রেজিলিয়েন্স অ্যাক্টিভিস্ট গ্রুপের সভা xyxy=(868,1203,1107,1235)
article-paragraph: কর্মকর্তারা জানান, নির্বাচনী এলাকায় অতিরিক্ত নিরাপত্তা বাহিনী মোতায়েন করা হবে। ভ্রাম্যমাণ আদালত পরিচালনা করা হবে। xyxy=(495,768,707,789)
article-paragraph: স্থানীয় পর্যায়ে চাঁদাবাজির অভিযোগ নতুন নয়। বাজার, পরিবহন ও নির্মাণ খাতে চাঁদাবাজির কারণে পণ্যমূল্য বাড়ে, যার ভার বহন করে সাধারণ মানুষ। xyxy=(27,1164,249,1184)
article-paragraph: তালায় একটি বেসরকারি উন্নয়ন সংস্থার উদ্যোগে প্রকল্প অবহিতকরণ সভা অনুষ্ঠিত হয়েছে। xyxy=(721,940,846,971)
article-paragraph: রাজনৈতিক বিশ্লেষকরা বলছেন, দুর্নীতিবাজ ও চাঁদাবাজদের বিরুদ্ধে সামাজিক প্রতিরোধ গড়ে তুলতে হবে। জনগণের সচেতনতাই পারে অসৎ প্রার্থীদের নির্বাচনী দৌড় থেকে ছিটকে দিতে। xyxy=(27,1017,249,1047)
article-paragraph: গতকাল অনুষ্ঠিত এক সমাবেশে বক্তারা বলেন, ন্যায়ভিত্তিক সমাজ প্রতিষ্ঠা করতে হলে সৎ ও যোগ্য নেতৃত্ব নির্বাচন করতে হবে। xyxy=(495,117,707,137)
article-byline: পাইকগাছা প্রতিনিধি xyxy=(721,439,782,449)
article-paragraph: বাগান মালিক জানান, রাতের আঁধারে গাছ থেকে ডাব কেটে নিয়ে যাওয়া হয়েছে। এতে তাঁর আর্থিক ক্ষতি হয়েছে। xyxy=(495,430,707,449)
article-paragraph: কৃষি কর্মকর্তা বলেন, ভূমি ব্যবহার নীতিমালা কঠোরভাবে প্রয়োগ না করলে ভবিষ্যতে খাদ্য নিরাপত্তা ঝুঁকিতে পড়বে। xyxy=(263,1543,482,1563)
article-headline: তালায় যুক্তি ফাউন্ডেশনের গুণি অবহিতকরণ সভা xyxy=(738,876,828,921)
newspaper-title: দৈনিক জন্মভূমি xyxy=(41,188,233,222)
section-divider xyxy=(721,865,846,866)
editorial-label: সম্পাদকীয় xyxy=(108,143,167,158)
article-paragraph: Promoting Rights of the Vulnerable Women প্রকল্পের আওতায় নারীদের সহায়তা কার্যক্রম নিয়েও আলোচনা হয়। xyxy=(721,256,846,286)
article-byline: চৌগাছা প্রতিনিধি xyxy=(859,1070,914,1080)
article-paragraph: চিকিৎসকরা বলেন, তাঁর বয়স ও শারীরিক জটিলতা বিবেচনায় নিবিড় পর্যবেক্ষণে রাখা হয়েছে। সার্বক্ষণিক মনিটরিং চলছে। xyxy=(263,696,482,716)
article-paragraph: আমরা আশা করি, শিক্ষার্থীদের হাতে সময়মতো মানসম্মত পাঠ্যবই পৌঁছে দিতে কর্তৃপক্ষ সর্বোচ্চ চেষ্টা করবে। শিক্ষা খাতে কোনো আপস নয়—এই নীতিতে অটল থেকেই আগামী প্রজন্মের ভিত্তি মজবুত করতে হবে। xyxy=(27,580,249,610)
article-paragraph: শিক্ষার্থীদের মধ্যে সততা সংঘ গঠনের কার্যক্রম আরও বিস্তৃত করা হবে। ছোটবেলা থেকেই নৈতিক শিক্ষা দিলে ভবিষ্যতে দুর্নীতিমুক্ত সমাজ গড়া সম্ভব। xyxy=(27,1360,249,1381)
article-paragraph: নারী উদ্যোক্তাদের জন্য সহজ শর্তে ঋণ প্রদান, প্রশিক্ষণ ও বাজার সংযোগ তৈরিতে সরকারি-বেসরকারি উদ্যোগ আরও জোরদার করার আহ্বান জানানো হয়। xyxy=(263,221,482,251)
article-paragraph: কর্মসূচিতে বিভিন্ন উপজেলার শিক্ষকরা অংশ নেন। xyxy=(504,953,646,962)
article-paragraph: ছাপার মান যাচাইয়ে তৃতীয় পক্ষের নিরীক্ষা ব্যবস্থা আরও জোরদার করা প্রয়োজন। নমুনা পরীক্ষায় ব্যর্থ হলে সংশ্লিষ্ট প্রতিষ্ঠানকে কালো তালিকাভুক্ত করার বিধান কঠোরভাবে প্রয়োগ করা দরকার। জবাবদিহিতা নিশ্চিত না হলে মান উন্নত হবে না। xyxy=(27,532,249,574)
article-paragraph: মামলার এজাহারে উল্লেখ করা হয়, দীর্ঘদিনের সম্পর্কের পর বিয়ের প্রতিশ্রুতি ভঙ্গ করা হয়েছে। অভিযুক্তকে গ্রেপ্তারের চেষ্টা চলছে। xyxy=(495,287,707,306)
article-paragraph: সভায় তরুণ স্বেচ্ছাসেবকরা অংশ নিয়ে বৃক্ষরোপণ কর্মসূচি বাস্তবায়নের অঙ্গীকার করেন। xyxy=(868,1333,1114,1342)
section-divider xyxy=(263,1086,482,1087)
article-paragraph: সভায় বিভিন্ন দপ্তরের কর্মকর্তারা উপস্থিত থেকে নিজ নিজ কার্যক্রমের অগ্রগতি তুলে ধরেন। xyxy=(721,145,846,176)
article-paragraph: নির্বাচন কমিশনকে শক্ত অবস্থান নিতে হবে। আচরণবিধি লঙ্ঘনকারীদের বিরুদ্ধে তাৎক্ষণিক ব্যবস্থা নেওয়া না হলে ভোটারদের আস্থা অর্জন কঠিন হয়ে পড়বে। xyxy=(27,1090,249,1120)
article-paragraph: সভায় উপকূলীয় এলাকার মানুষের জীবনমান উন্নয়নে গৃহীত কার্যক্রম নিয়ে আলোচনা হয়। লবণাক্ততা ও সুপেয় পানির সংকট নিয়ে উদ্বেগ প্রকাশ করা হয়। xyxy=(859,1281,1115,1301)
article-headline: পাঠ্যবই মুদ্রণ মান নিশ্চিত করণ xyxy=(27,270,249,301)
article-paragraph: বক্তারা বলেন, সাধারণ মানুষের কষ্ট লাঘবে রেশনিং ব্যবস্থা চালু করতে হবে। xyxy=(721,1228,846,1247)
article-paragraph: আলোচনা শেষে একটি সমন্বিত প্রতিবেদন প্রকাশ করা হবে বলে জানানো হয়েছে। xyxy=(495,1060,707,1079)
article-paragraph: জাতীয় ঐক্যমত কমিশনের সঙ্গে রাজনৈতিক দলগুলোর সংলাপ অব্যাহত রয়েছে। সংস্কার প্রস্তাব নিয়ে আলোচনা চলছে। xyxy=(495,1007,707,1028)
page-top-strip xyxy=(20,17,1548,41)
article-headline: টাঙ্গাইল শাড়ি শেল xyxy=(538,1125,665,1145)
article-headline: সাংবাদিক হত্যায় রেকর্ড গড়ল ইসরায়েল xyxy=(887,608,1087,648)
article-headline: বেগম খালেদা জিয়া শুধু বিএনপির নয় xyxy=(270,737,474,753)
article-paragraph: প্রতিবেদনে বলা হয়েছে, গাজায় সংঘাত শুরুর পর থেকে বিপুলসংখ্যক সাংবাদিক প্রাণ হারিয়েছেন। হতাহতদের বেশিরভাগই স্থানীয় সংবাদকর্মী। xyxy=(859,694,1115,714)
section-divider xyxy=(263,911,482,912)
top-divider xyxy=(20,41,1548,43)
